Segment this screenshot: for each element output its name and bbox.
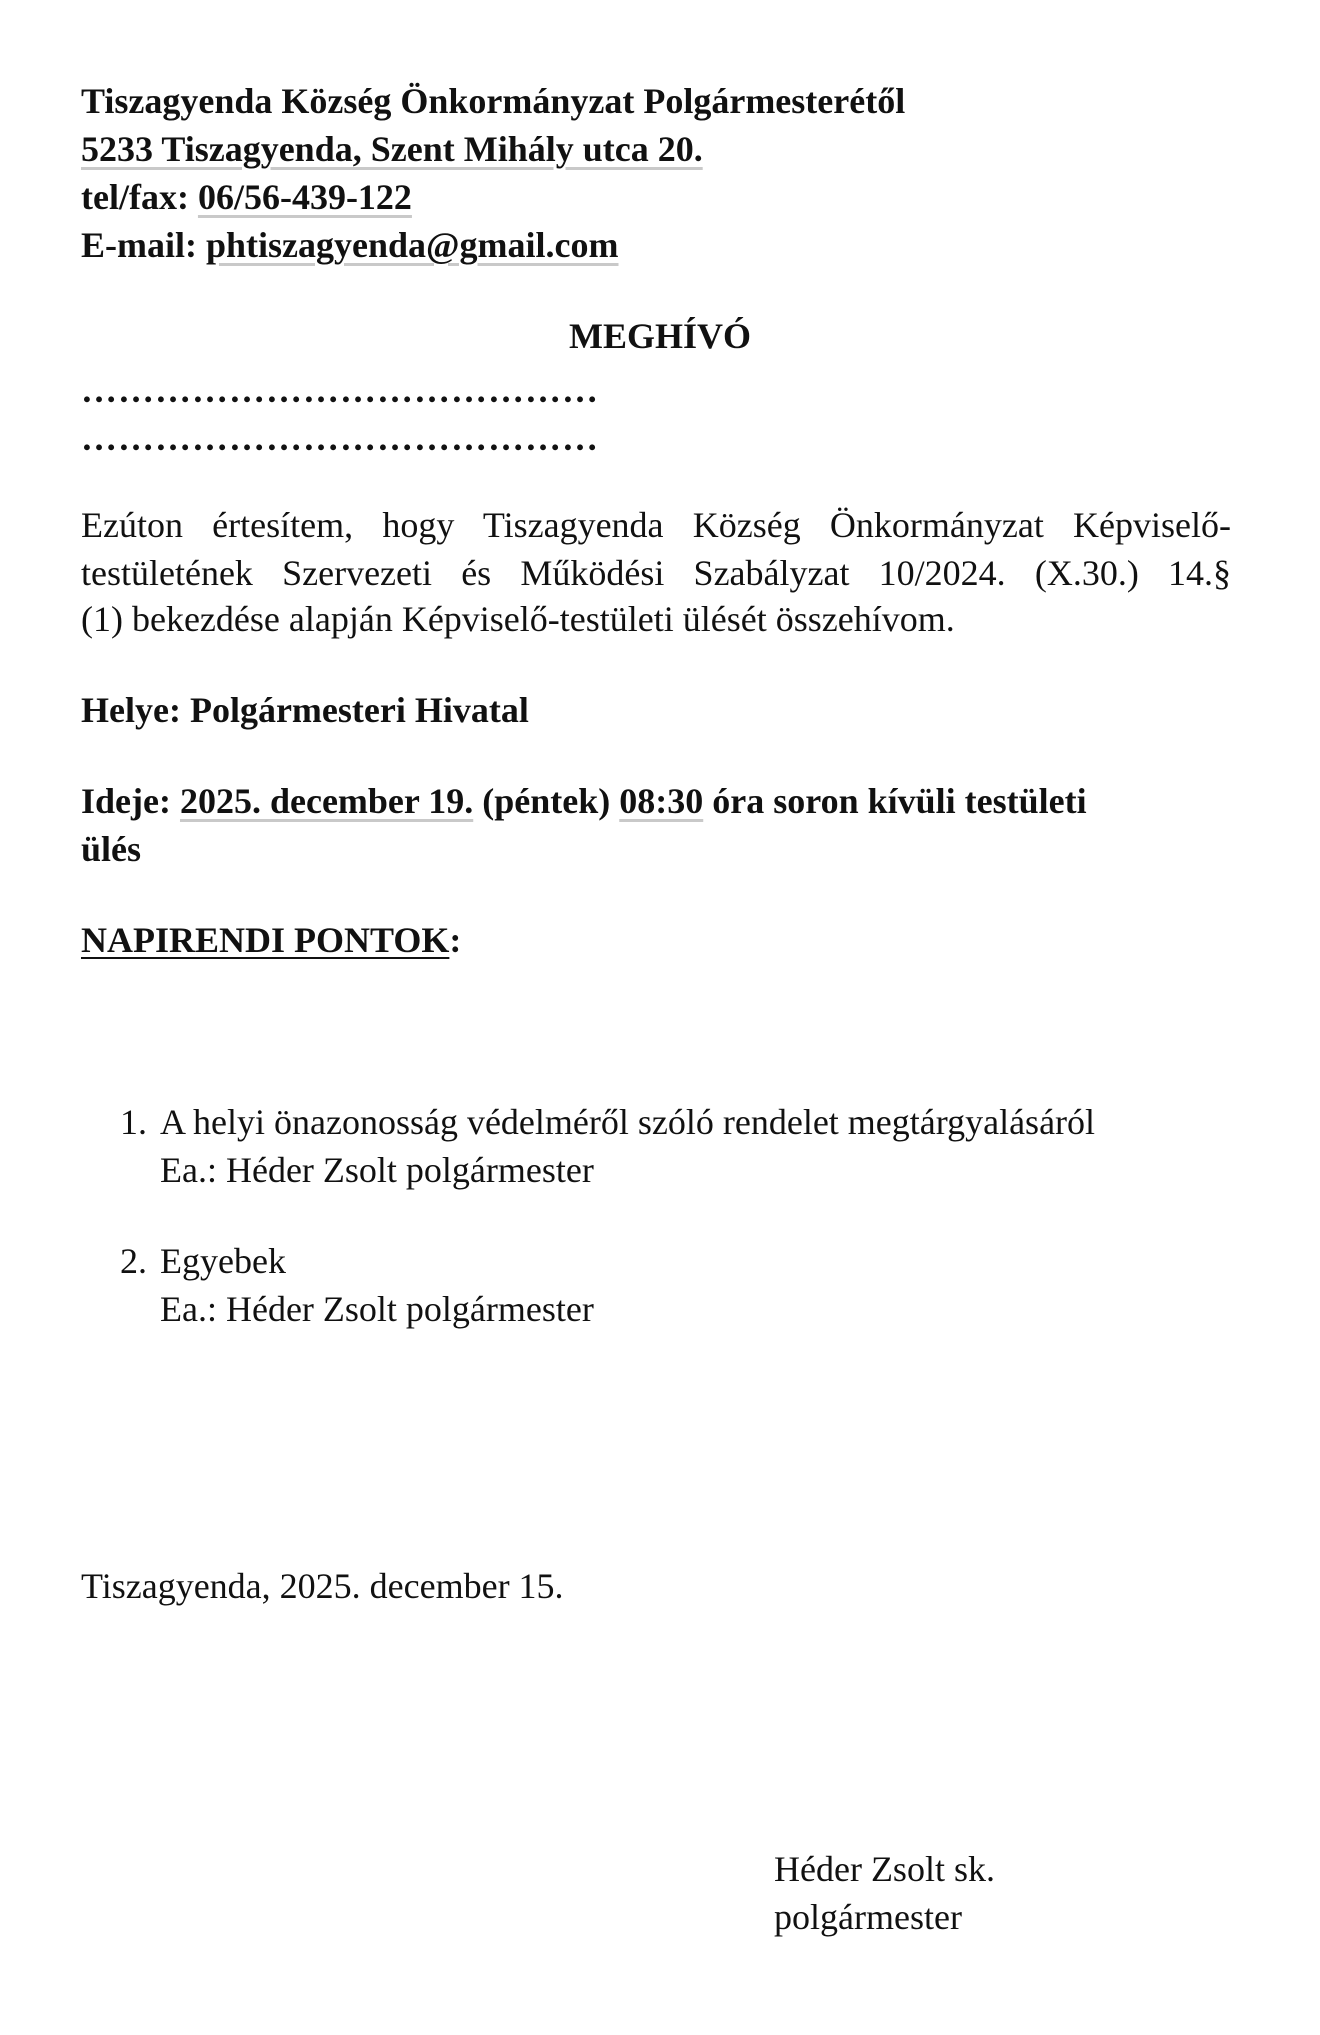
agenda-heading: NAPIRENDI PONTOK: [81, 920, 462, 960]
agenda-item-number: 2. [120, 1241, 147, 1281]
body-line-1: Ezúton értesítem, hogy Tiszagyenda Község Önkormányzat Képviselő- [81, 505, 1231, 545]
time-label: Ideje: [81, 781, 180, 821]
meeting-place: Helye: Polgármesteri Hivatal [81, 690, 529, 730]
email-line [81, 222, 618, 268]
meeting-time-line-2: ülés [81, 829, 142, 869]
agenda-item-title: A helyi önazonosság védelméről szóló rendelet megtárgyalásáról [160, 1102, 1096, 1142]
telfax-number[interactable]: 06/56-439-122 [197, 177, 412, 217]
email-label: E-mail: [81, 225, 206, 265]
body-line-3: (1) bekezdése alapján Képviselő-testületi ülését összehívom. [81, 599, 955, 639]
sender-line: Tiszagyenda Község Önkormányzat Polgármesterétől [81, 81, 906, 121]
document-title: MEGHÍVÓ [568, 316, 751, 356]
telfax-line [81, 174, 412, 220]
address-line [81, 126, 703, 172]
agenda-item-number: 1. [120, 1102, 147, 1142]
meeting-type: óra soron kívüli testületi [703, 781, 1087, 821]
agenda-item-title: Egyebek [160, 1241, 286, 1281]
telfax-label: tel/fax: [81, 177, 198, 217]
meeting-date[interactable]: 2025. december 19. [179, 781, 474, 821]
agenda-item-presenter: Ea.: Héder Zsolt polgármester [160, 1150, 594, 1190]
agenda-heading-text: NAPIRENDI PONTOK [81, 920, 450, 960]
email-link[interactable]: phtiszagyenda@gmail.com [205, 225, 619, 265]
recipient-line-2: …………………………………… [81, 418, 599, 458]
meeting-time-line [81, 778, 1087, 824]
signature-name: Héder Zsolt sk. [774, 1849, 995, 1889]
recipient-line-1: …………………………………… [81, 370, 599, 410]
meeting-day: (péntek) [473, 781, 620, 821]
meeting-hour[interactable]: 08:30 [619, 781, 704, 821]
place-and-date: Tiszagyenda, 2025. december 15. [81, 1566, 564, 1606]
address[interactable]: 5233 Tiszagyenda, Szent Mihály utca 20. [81, 129, 703, 169]
signature-role: polgármester [774, 1897, 962, 1937]
agenda-item-presenter: Ea.: Héder Zsolt polgármester [160, 1289, 594, 1329]
body-line-2: testületének Szervezeti és Működési Szabályzat 10/2024. (X.30.) 14.§ [81, 553, 1231, 593]
